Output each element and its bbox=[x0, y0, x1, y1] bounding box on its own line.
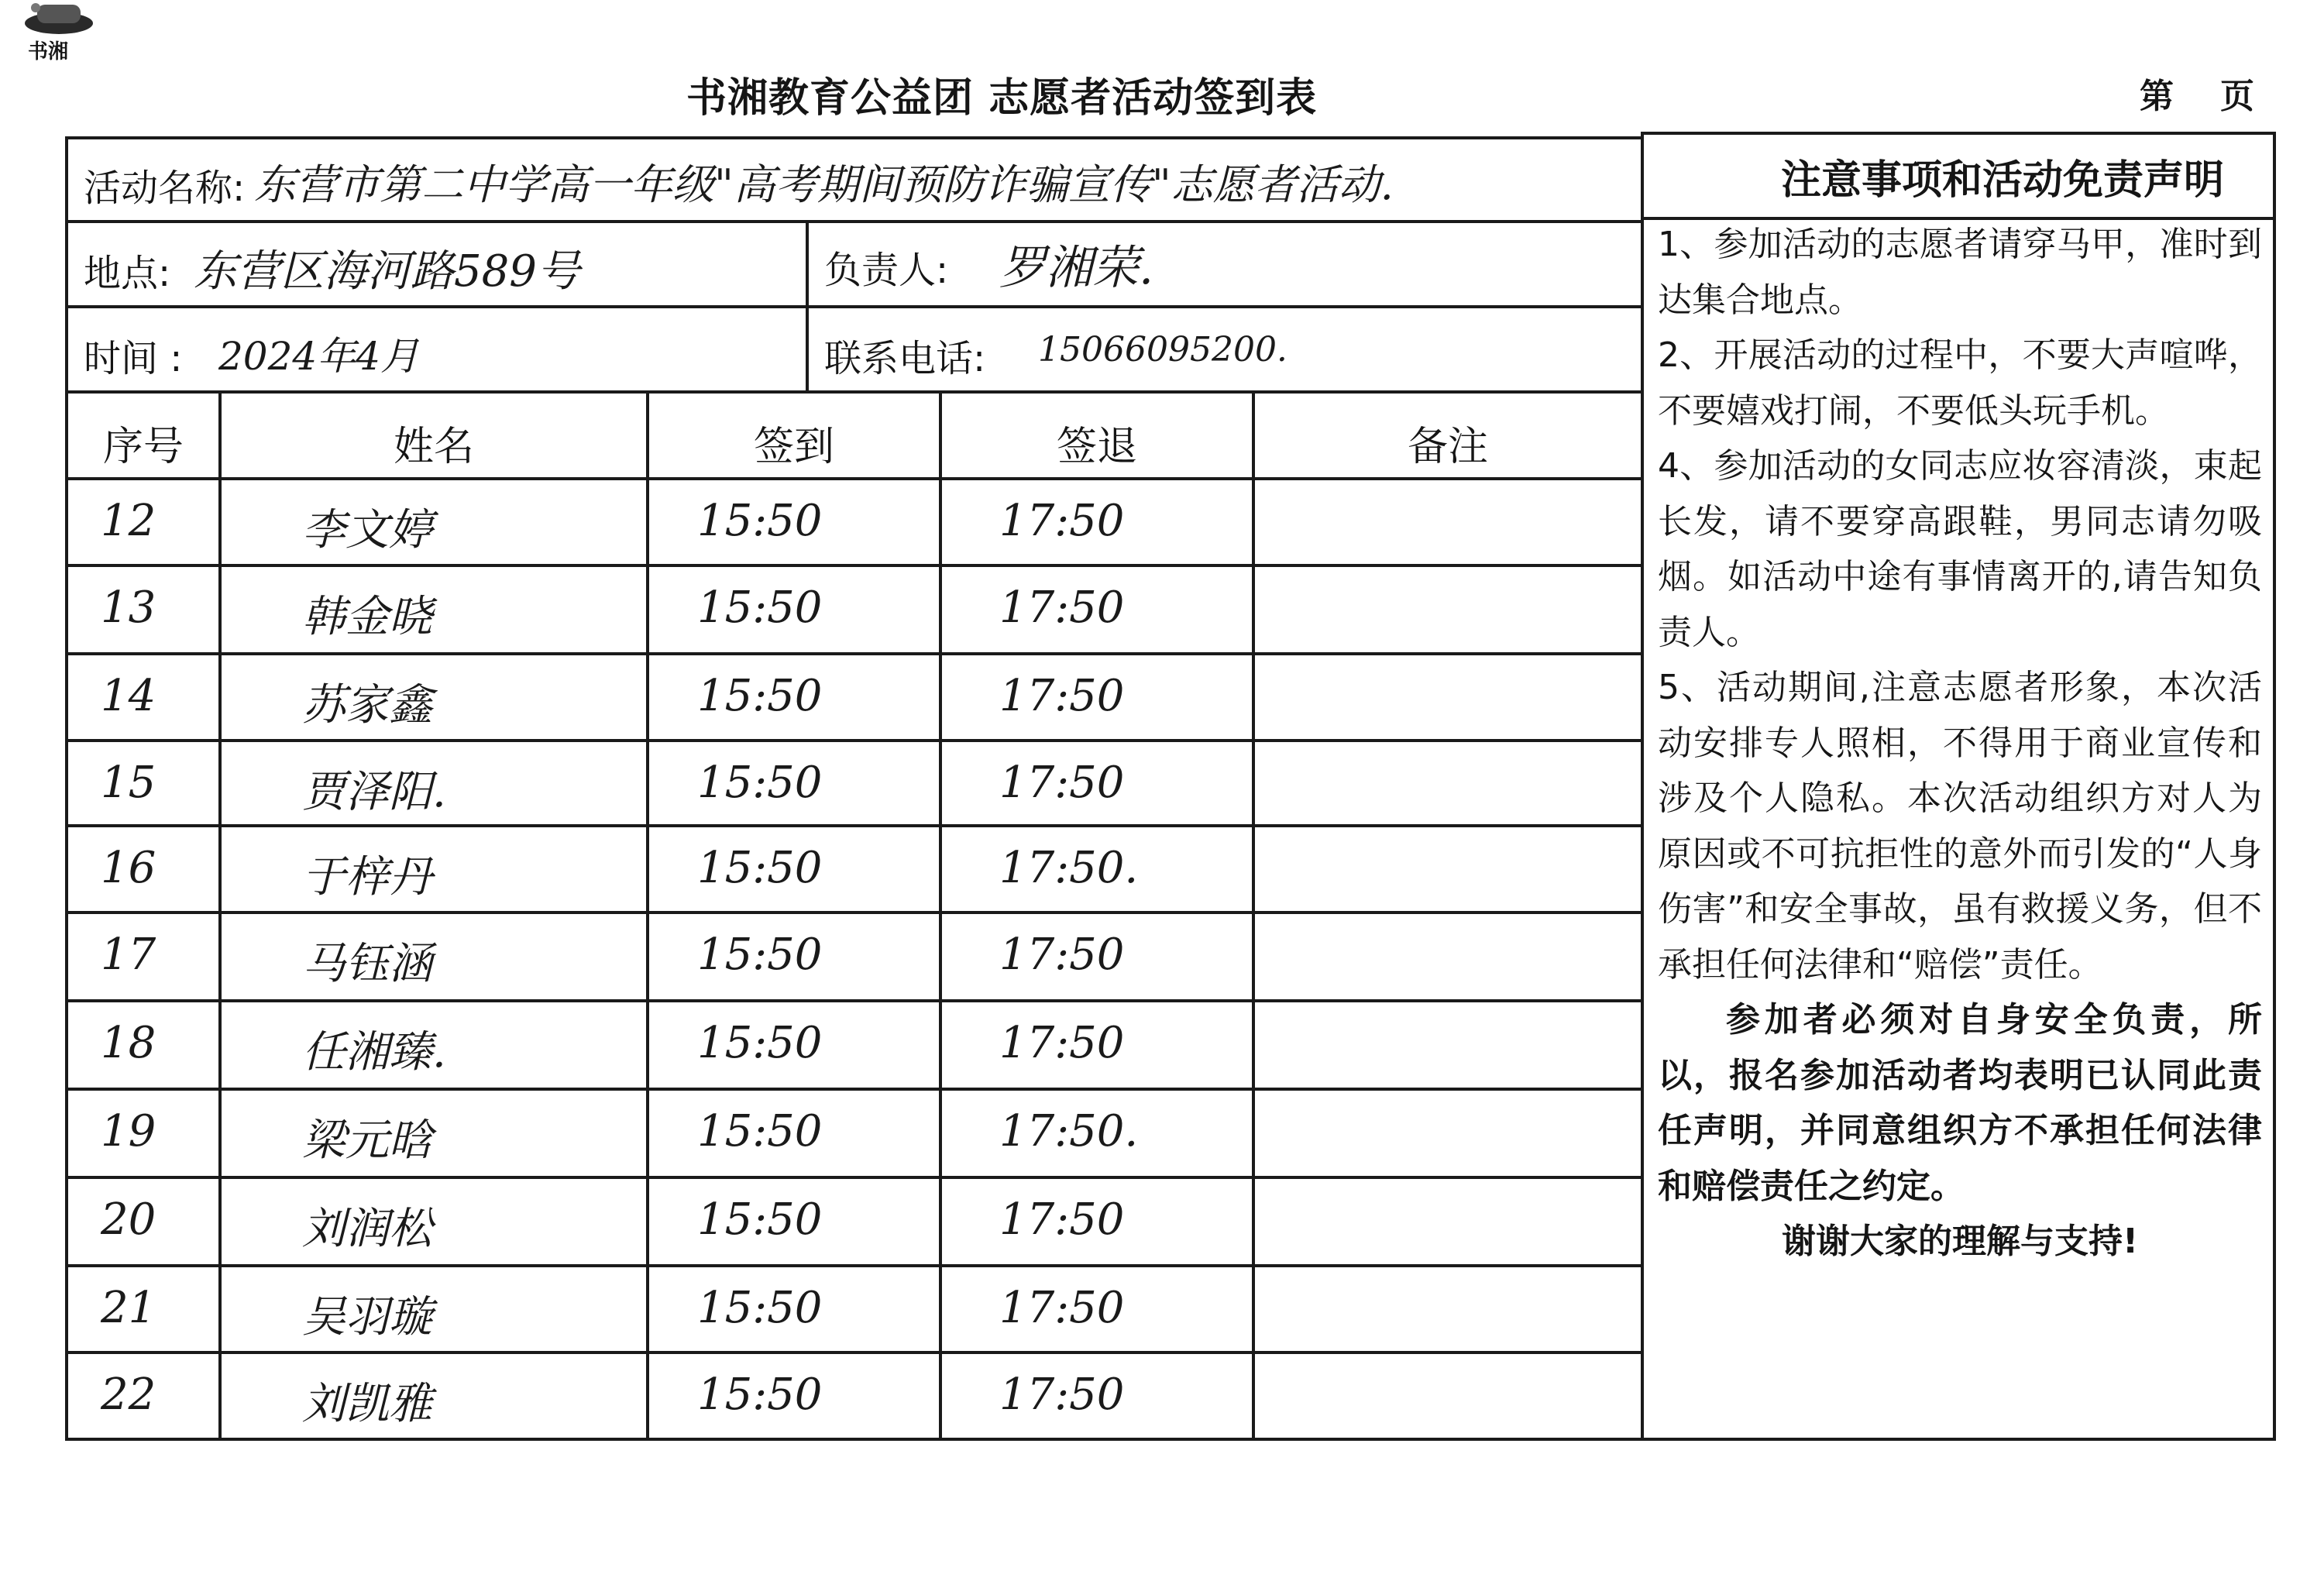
notice-body bbox=[1658, 217, 2262, 1270]
row-sign-in: 15:50 bbox=[697, 843, 823, 893]
row-number: 15 bbox=[101, 758, 156, 808]
leader-label: 负责人: bbox=[824, 249, 949, 292]
row-sign-in: 15:50 bbox=[697, 758, 823, 808]
location-value: 东营区海河路589号 bbox=[194, 246, 580, 297]
location-label: 地点: bbox=[84, 252, 171, 295]
row-sign-in: 15:50 bbox=[697, 1370, 823, 1420]
header-sign-in: 签到 bbox=[753, 424, 834, 470]
row-sign-out: 17:50 bbox=[999, 496, 1125, 546]
notice-liability: 参加者必须对自身安全负责，所以，报名参加活动者均表明已认同此责任声明，并同意组织方不承担任何法律和赔偿责任之约定。 bbox=[1658, 1000, 2262, 1206]
row-sign-in: 15:50 bbox=[697, 1018, 823, 1068]
row-name: 苏家鑫 bbox=[302, 680, 432, 730]
row-number: 16 bbox=[101, 843, 156, 893]
time-value: 2024年4月 bbox=[218, 334, 420, 379]
document-title: 书湘教育公益团 志愿者活动签到表 bbox=[686, 75, 1318, 122]
phone-label: 联系电话: bbox=[824, 337, 986, 380]
row-sign-in: 15:50 bbox=[697, 1106, 823, 1157]
row-name: 梁元晗 bbox=[302, 1115, 432, 1166]
activity-label: 活动名称: bbox=[84, 167, 246, 210]
row-sign-in: 15:50 bbox=[697, 496, 823, 546]
notice-item-4: 4、参加活动的女同志应妆容清淡，束起长发，请不要穿高跟鞋，男同志请勿吸烟。如活动中途有事情离开的,请告知负责人。 bbox=[1658, 446, 2262, 652]
row-name: 任湘臻. bbox=[302, 1027, 446, 1077]
row-number: 21 bbox=[101, 1283, 156, 1333]
row-name: 贾泽阳. bbox=[302, 767, 446, 817]
notice-item-5: 5、活动期间,注意志愿者形象，本次活动安排专人照相，不得用于商业宣传和涉及个人隐私。本次活动组织方对人为原因或不可抗拒性的意外而引发的“人身伤害”和安全事故，虽有救援义务，但不承担任何法律和“赔偿”责任。 bbox=[1658, 668, 2262, 985]
row-name: 李文婷 bbox=[302, 505, 432, 555]
row-name: 刘凯雅 bbox=[302, 1379, 432, 1429]
row-sign-in: 15:50 bbox=[697, 671, 823, 721]
phone-value: 15066095200. bbox=[1038, 330, 1287, 369]
row-number: 17 bbox=[101, 930, 156, 980]
row-name: 于梓丹 bbox=[302, 852, 432, 902]
notice-item-1: 1、参加活动的志愿者请穿马甲，准时到达集合地点。 bbox=[1658, 225, 2262, 320]
logo-text: 书湘 bbox=[28, 40, 69, 64]
row-sign-in: 15:50 bbox=[697, 583, 823, 633]
header-note: 备注 bbox=[1407, 424, 1488, 470]
header-number: 序号 bbox=[102, 424, 184, 470]
row-sign-out: 17:50. bbox=[999, 1106, 1139, 1157]
row-sign-out: 17:50 bbox=[999, 583, 1125, 633]
row-name: 刘润松 bbox=[302, 1204, 432, 1254]
notice-thanks: 谢谢大家的理解与支持! bbox=[1781, 1222, 2139, 1261]
page-prefix: 第 bbox=[2140, 77, 2174, 116]
row-sign-out: 17:50. bbox=[999, 843, 1139, 893]
row-sign-out: 17:50 bbox=[999, 1194, 1125, 1245]
activity-value: 东营市第二中学高一年级"高考期间预防诈骗宣传"志愿者活动. bbox=[254, 160, 1394, 209]
row-sign-out: 17:50 bbox=[999, 758, 1125, 808]
notice-item-2: 2、开展活动的过程中，不要大声喧哗，不要嬉戏打闹，不要低头玩手机。 bbox=[1658, 335, 2262, 431]
row-number: 13 bbox=[101, 583, 156, 633]
row-sign-in: 15:50 bbox=[697, 1283, 823, 1333]
row-sign-out: 17:50 bbox=[999, 1283, 1125, 1333]
row-name: 吴羽璇 bbox=[302, 1292, 432, 1342]
row-number: 22 bbox=[101, 1370, 156, 1420]
row-number: 18 bbox=[101, 1018, 156, 1068]
row-number: 14 bbox=[101, 671, 156, 721]
row-name: 韩金晓 bbox=[302, 592, 432, 642]
leader-value: 罗湘荣. bbox=[999, 241, 1154, 295]
row-sign-in: 15:50 bbox=[697, 930, 823, 980]
page-suffix: 页 bbox=[2220, 77, 2254, 116]
time-label: 时间 : bbox=[84, 337, 183, 380]
row-sign-out: 17:50 bbox=[999, 1370, 1125, 1420]
row-sign-in: 15:50 bbox=[697, 1194, 823, 1245]
notice-title: 注意事项和活动免责声明 bbox=[1780, 157, 2224, 204]
row-sign-out: 17:50 bbox=[999, 930, 1125, 980]
row-number: 19 bbox=[101, 1106, 156, 1157]
row-number: 20 bbox=[101, 1194, 156, 1245]
row-sign-out: 17:50 bbox=[999, 671, 1125, 721]
row-number: 12 bbox=[101, 496, 156, 546]
row-name: 马钰涵 bbox=[302, 939, 432, 989]
header-name: 姓名 bbox=[393, 424, 474, 470]
row-sign-out: 17:50 bbox=[999, 1018, 1125, 1068]
header-sign-out: 签退 bbox=[1056, 424, 1137, 470]
